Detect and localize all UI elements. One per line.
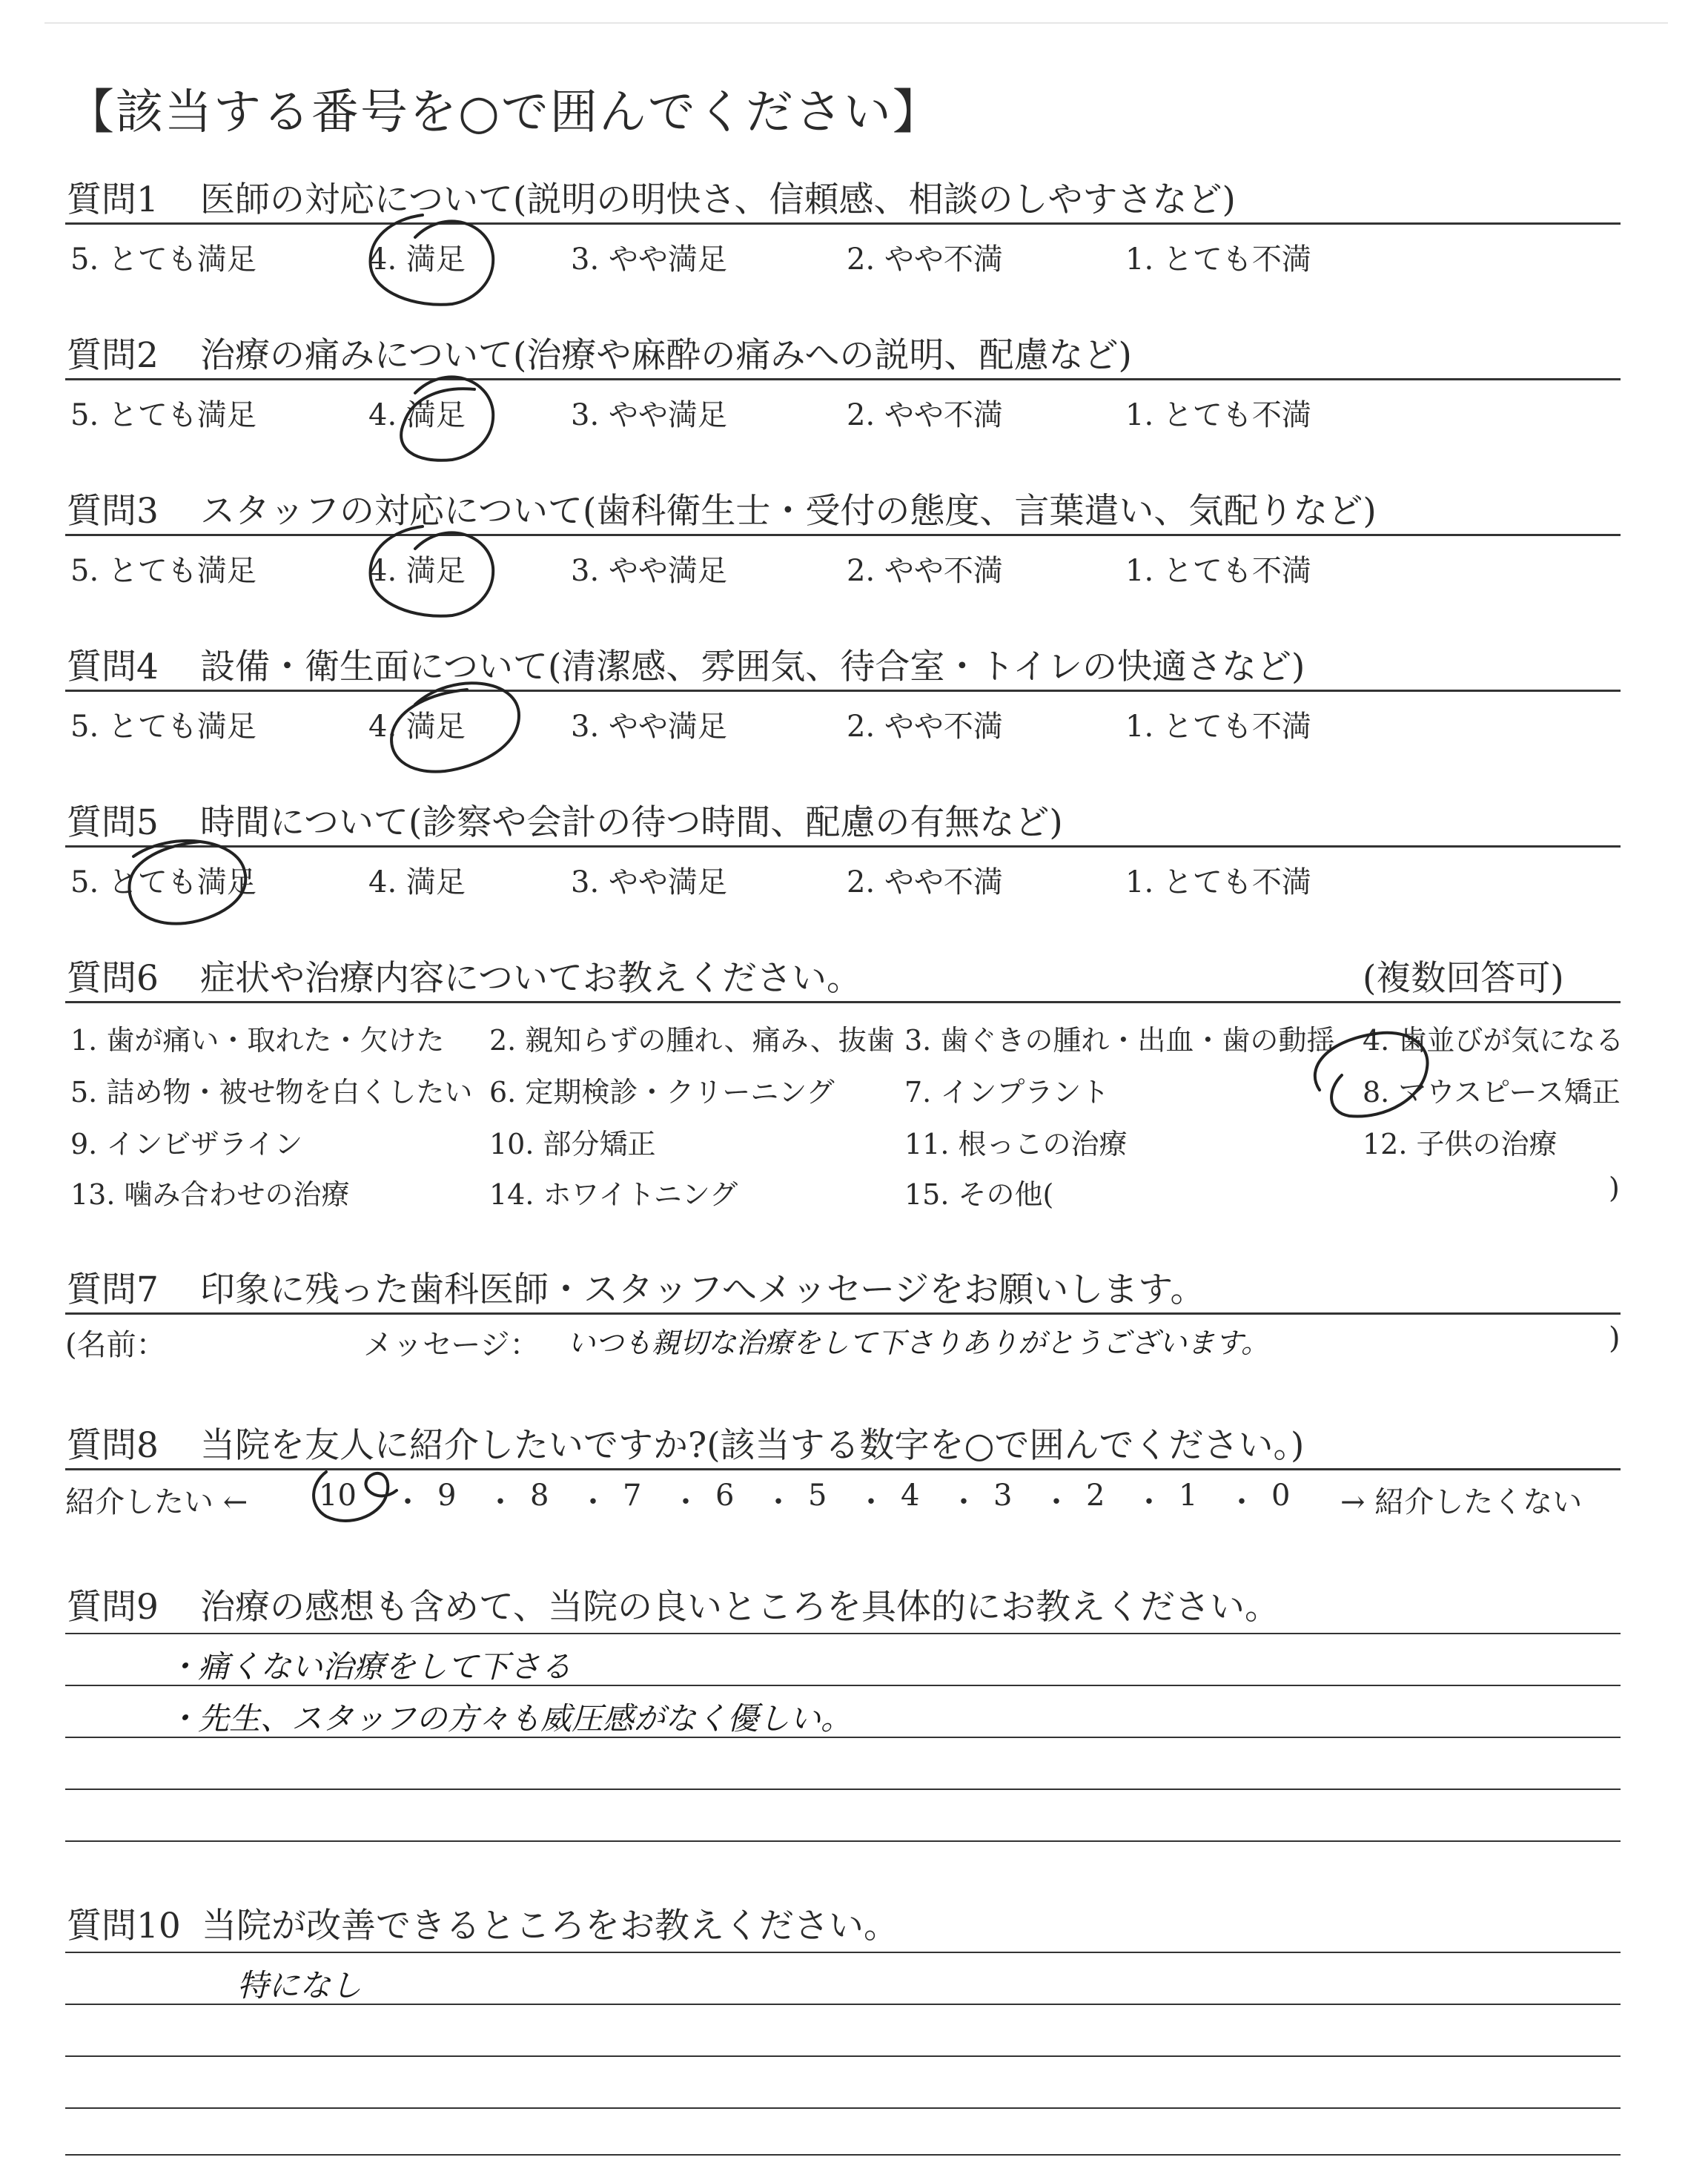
q4-option-5[interactable]: 5. とても満足 (70, 710, 256, 744)
q9-label: 質問9 (67, 1587, 159, 1628)
q8-score-4[interactable]: 4 (901, 1479, 920, 1513)
q1-option-1[interactable]: 1. とても不満 (1125, 242, 1311, 277)
q8-dot: ・ (1042, 1485, 1071, 1519)
q6-option-15[interactable]: 15. その他( (904, 1178, 1054, 1211)
q8-label: 質問8 (67, 1425, 159, 1466)
q4-selection-circle (391, 683, 519, 771)
q1-label: 質問1 (67, 179, 159, 220)
q3-selection-circle (371, 526, 494, 616)
q7-close-paren: ) (1609, 1321, 1621, 1355)
q6-option-12[interactable]: 12. 子供の治療 (1363, 1128, 1558, 1160)
q2-option-4[interactable]: 4. 満足 (368, 398, 466, 432)
q6-option-3[interactable]: 3. 歯ぐきの腫れ・出血・歯の動揺 (904, 1024, 1335, 1057)
q3-option-3[interactable]: 3. やや満足 (571, 554, 727, 588)
q2-option-1[interactable]: 1. とても不満 (1125, 398, 1311, 432)
q7-name-label: (名前： (65, 1328, 166, 1362)
q4-option-1[interactable]: 1. とても不満 (1125, 710, 1311, 744)
q3-option-5[interactable]: 5. とても満足 (70, 554, 256, 588)
q1-option-3[interactable]: 3. やや満足 (571, 242, 727, 277)
q1-selection-circle (371, 215, 494, 305)
q8-dot: ・ (764, 1485, 793, 1519)
q6-option-10[interactable]: 10. 部分矯正 (489, 1128, 656, 1160)
q3-option-1[interactable]: 1. とても不満 (1125, 554, 1311, 588)
q8-left-label: 紹介したい ← (65, 1485, 248, 1519)
q8-right-label: → 紹介したくない (1340, 1485, 1583, 1519)
q8-dot: ・ (393, 1485, 423, 1519)
q9-answer-1: ・痛くない治療をして下さる (167, 1648, 572, 1685)
q7-text: 印象に残った歯科医師・スタッフへメッセージをお願いします。 (200, 1269, 1205, 1310)
q5-text: 時間について(診察や会計の待つ時間、配慮の有無など) (200, 802, 1063, 843)
q8-score-9[interactable]: 9 (437, 1479, 457, 1513)
q8-text: 当院を友人に紹介したいですか?(該当する数字を○で囲んでください。) (200, 1425, 1305, 1466)
q8-score-8[interactable]: 8 (530, 1479, 549, 1513)
q6-option-8[interactable]: 8. マウスピース矯正 (1363, 1076, 1621, 1109)
q2-option-5[interactable]: 5. とても満足 (70, 398, 256, 432)
q8-score-5[interactable]: 5 (808, 1479, 827, 1513)
q5-label: 質問5 (67, 802, 159, 843)
q6-text: 症状や治療内容についてお教えください。 (200, 958, 862, 999)
q1-option-4[interactable]: 4. 満足 (368, 242, 466, 277)
q9-text: 治療の感想も含めて、当院の良いところを具体的にお教えください。 (200, 1587, 1280, 1628)
q6-option-5[interactable]: 5. 詰め物・被せ物を白くしたい (70, 1076, 473, 1109)
q6-option-2[interactable]: 2. 親知らずの腫れ、痛み、抜歯 (489, 1024, 895, 1057)
q4-option-2[interactable]: 2. やや不満 (847, 710, 1003, 744)
q6-option-4[interactable]: 4. 歯並びが気になる (1363, 1024, 1624, 1057)
q9-answer-2: ・先生、スタッフの方々も威圧感がなく優しい。 (167, 1700, 853, 1737)
q3-option-2[interactable]: 2. やや不満 (847, 554, 1003, 588)
q3-option-4[interactable]: 4. 満足 (368, 554, 466, 588)
q8-selection-circle (314, 1472, 397, 1521)
q8-score-1[interactable]: 1 (1179, 1479, 1198, 1513)
q5-option-3[interactable]: 3. やや満足 (571, 865, 727, 899)
q4-option-4[interactable]: 4. 満足 (368, 710, 466, 744)
q8-score-10[interactable]: 10 (319, 1479, 357, 1513)
q1-option-5[interactable]: 5. とても満足 (70, 242, 256, 277)
q8-dot: ・ (671, 1485, 701, 1519)
q6-option-7[interactable]: 7. インプラント (904, 1076, 1110, 1109)
q2-text: 治療の痛みについて(治療や麻酔の痛みへの説明、配慮など) (200, 335, 1132, 376)
q2-label: 質問2 (67, 335, 159, 376)
q8-dot: ・ (486, 1485, 515, 1519)
q5-option-2[interactable]: 2. やや不満 (847, 865, 1003, 899)
q4-label: 質問4 (67, 647, 159, 687)
q6-option-6[interactable]: 6. 定期検診・クリーニング (489, 1076, 835, 1109)
q2-option-2[interactable]: 2. やや不満 (847, 398, 1003, 432)
q7-label: 質問7 (67, 1269, 159, 1310)
q6-option-11[interactable]: 11. 根っこの治療 (904, 1128, 1128, 1160)
q6-option-13[interactable]: 13. 噛み合わせの治療 (70, 1178, 350, 1211)
q7-message-handwritten: いつも親切な治療をして下さりありがとうございます。 (567, 1327, 1269, 1359)
q5-option-5[interactable]: 5. とても満足 (70, 865, 256, 899)
q8-dot: ・ (1227, 1485, 1257, 1519)
q6-note: (複数回答可) (1363, 958, 1564, 999)
q8-score-2[interactable]: 2 (1086, 1479, 1105, 1513)
q10-answer-1: 特になし (237, 1967, 363, 2004)
q8-score-7[interactable]: 7 (623, 1479, 642, 1513)
q3-label: 質問3 (67, 491, 159, 532)
q8-dot: ・ (1134, 1485, 1164, 1519)
q10-label: 質問10 (67, 1906, 181, 1946)
q2-option-3[interactable]: 3. やや満足 (571, 398, 727, 432)
q1-option-2[interactable]: 2. やや不満 (847, 242, 1003, 277)
q8-score-3[interactable]: 3 (993, 1479, 1013, 1513)
q2-selection-circle (401, 377, 493, 460)
q10-text: 当院が改善できるところをお教えください。 (202, 1906, 898, 1946)
page-title: 【該当する番号を○で囲んでください】 (67, 85, 941, 140)
q1-text: 医師の対応について(説明の明快さ、信頼感、相談のしやすさなど) (200, 179, 1236, 220)
q8-dot: ・ (578, 1485, 608, 1519)
q4-option-3[interactable]: 3. やや満足 (571, 710, 727, 744)
q8-score-0[interactable]: 0 (1271, 1479, 1291, 1513)
q8-score-6[interactable]: 6 (715, 1479, 735, 1513)
q6-label: 質問6 (67, 958, 159, 999)
q6-option-14[interactable]: 14. ホワイトニング (489, 1178, 738, 1211)
q3-text: スタッフの対応について(歯科衛生士・受付の態度、言葉遣い、気配りなど) (200, 491, 1377, 532)
q6-selection-circle (1315, 1033, 1428, 1117)
q6-option-9[interactable]: 9. インビザライン (70, 1128, 303, 1160)
q5-option-1[interactable]: 1. とても不満 (1125, 865, 1311, 899)
q5-option-4[interactable]: 4. 満足 (368, 865, 466, 899)
q5-selection-circle (129, 841, 245, 924)
q8-dot: ・ (856, 1485, 886, 1519)
q4-text: 設備・衛生面について(清潔感、雰囲気、待合室・トイレの快適さなど) (200, 647, 1305, 687)
q6-option-1[interactable]: 1. 歯が痛い・取れた・欠けた (70, 1024, 445, 1057)
q6-other-close-paren: ) (1609, 1172, 1620, 1204)
q7-message-label: メッセージ： (363, 1328, 540, 1362)
q8-dot: ・ (949, 1485, 979, 1519)
